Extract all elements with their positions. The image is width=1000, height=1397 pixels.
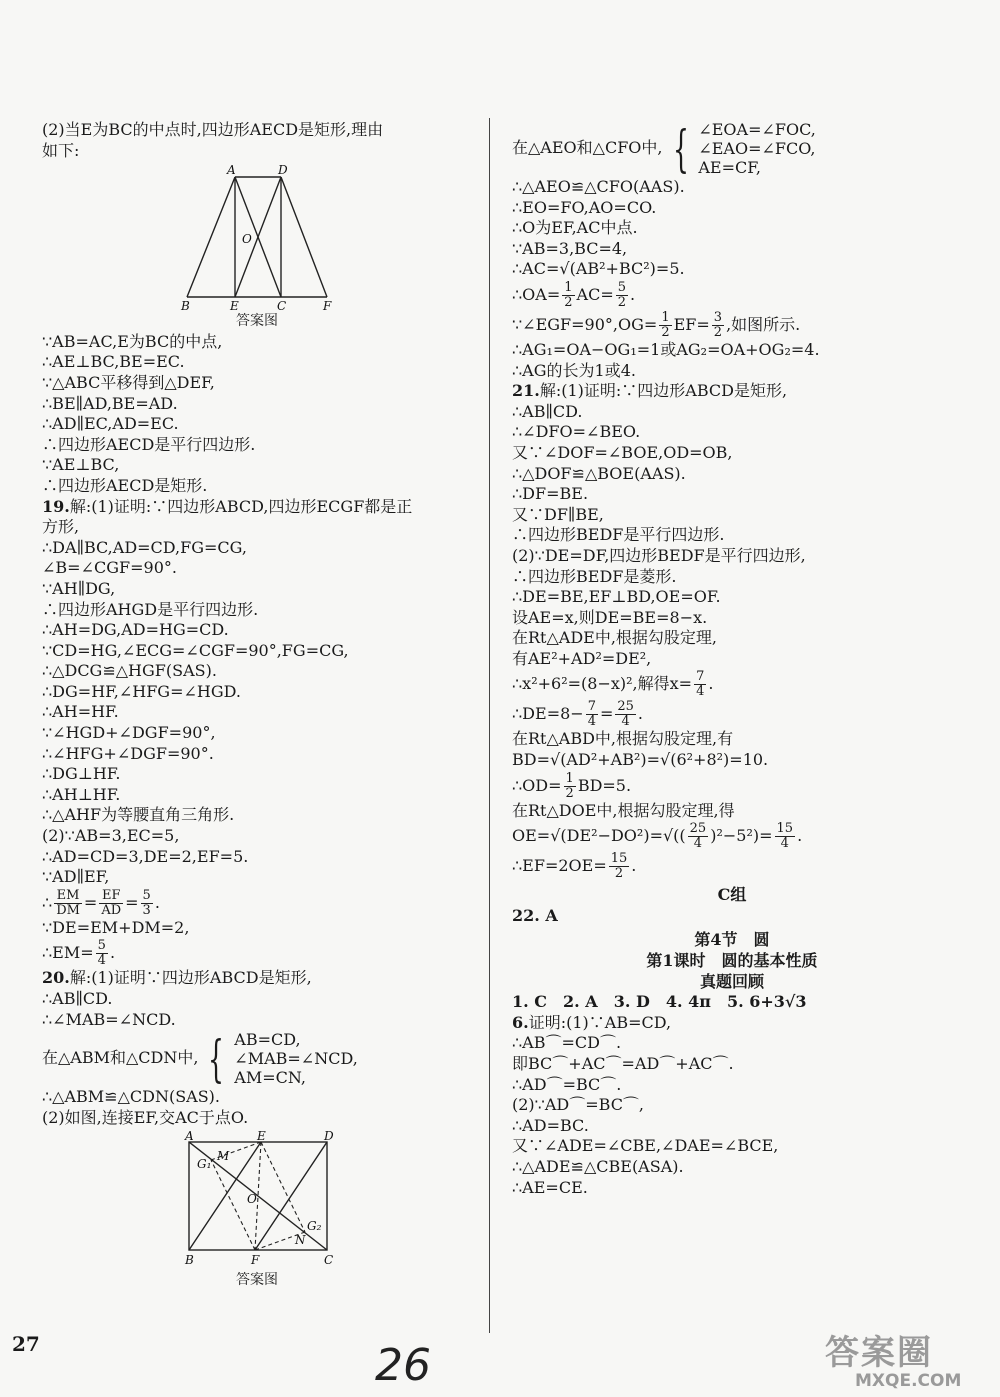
fraction: $\frac{25}{4}$ [617, 699, 634, 730]
text-line: ∴DE=BE,EF⊥BD,OE=OF. [512, 587, 721, 607]
text-line: ∴AD∥EC,AD=EC. [42, 414, 179, 434]
text-line: ∴△AHF为等腰直角三角形. [42, 805, 235, 825]
label-e: E [230, 299, 239, 312]
text-line: ∴BE∥AD,BE=AD. [42, 393, 178, 413]
label-g2: G₂ [307, 1219, 322, 1234]
trapezoid-figure [177, 163, 337, 311]
label-m: M [217, 1149, 230, 1164]
text: 解:(1)证明∵四边形ABCD是矩形, [69, 968, 312, 988]
text-line: ∴O为EF,AC中点. [512, 218, 638, 238]
text-line: ∴四边形AECD是平行四边形. [42, 434, 256, 454]
text-line: ∴AE⊥BC,BE=EC. [42, 352, 185, 372]
text-line: ∴AH=DG,AD=HG=CD. [42, 620, 229, 640]
text: 解:(1)证明:∵四边形ABCD是矩形, [539, 381, 788, 401]
text-line: ∴AE=CE. [512, 1177, 588, 1197]
fraction-line: OE=√(DE²−DO²)=√(( $\frac{25}{4}$ )²−5²)= $\frac{15}{4}$ . [512, 821, 803, 852]
text-line: ∵AH∥DG, [42, 578, 116, 598]
text-line: ∴AH⊥HF. [42, 784, 121, 804]
fraction-line: ∵∠EGF=90°,OG= $\frac{1}{2}$ EF= $\frac{3}{2}$ ,如图所示. [512, 309, 801, 340]
text-line: BD=√(AD²+AB²)=√(6²+8²)=10. [512, 750, 769, 770]
text-line: ∴AB∥CD. [42, 989, 113, 1008]
text-line: ∵∠HGD+∠DGF=90°, [42, 723, 216, 743]
label-c: C [324, 1253, 334, 1268]
fraction: $\frac{1}{2}$ [661, 309, 670, 340]
fraction: $\frac{7}{4}$ [587, 699, 596, 730]
fraction: $\frac{15}{2}$ [610, 851, 628, 882]
text-line: ∴△DOF≌△BOE(AAS). [512, 463, 686, 483]
label-o: O [242, 232, 252, 247]
fraction-line: ∴x²+6²=(8−x)²,解得x= $\frac{7}{4}$ . [512, 669, 714, 700]
text-line: ∴四边形AECD是矩形. [42, 475, 208, 495]
text-line: 又∵∠DOF=∠BOE,OD=OB, [512, 442, 733, 462]
brace: { [672, 119, 689, 178]
text-line: ∴AD=CD=3,DE=2,EF=5. [42, 846, 249, 866]
figure-caption: 答案图 [236, 1272, 278, 1289]
text-line: 在Rt△DOE中,根据勾股定理,得 [512, 800, 735, 820]
fraction-line: ∴DE=8− $\frac{7}{4}$ = $\frac{25}{4}$ . [512, 699, 644, 730]
text-line: 设AE=x,则DE=BE=8−x. [512, 607, 708, 627]
text-line: ∵DE=EM+DM=2, [42, 917, 190, 937]
text: 解:(1)证明:∵四边形ABCD,四边形ECGF都是正 [69, 496, 413, 516]
question-6 [512, 1013, 952, 1034]
text-line: ∵△ABC平移得到△DEF, [42, 372, 215, 392]
question-number: 6. [512, 1012, 529, 1032]
text-line: ∴AB⌒=CD⌒. [512, 1033, 622, 1053]
fraction-line: ∴OA= $\frac{1}{2}$ AC= $\frac{5}{2}$ . [512, 279, 636, 310]
text-line: ∴∠MAB=∠NCD. [42, 1009, 176, 1029]
equation-system: 在△ABM和△CDN中, { AB=CD, ∠MAB=∠NCD, AM=CN, [42, 1029, 358, 1088]
label-o: O [247, 1192, 257, 1207]
question-number: 19. [42, 496, 70, 516]
rectangle-figure [177, 1130, 337, 1270]
text-line: ∴DF=BE. [512, 484, 589, 504]
text-line: ∴AG的长为1或4. [512, 360, 636, 380]
text-line: ∵AB=AC,E为BC的中点, [42, 331, 223, 351]
section-heading: 第4节 圆 [694, 930, 770, 950]
fraction: $\frac{5}{4}$ [97, 938, 106, 969]
fraction: $\frac{5}{2}$ [617, 279, 627, 310]
label-f: F [323, 299, 332, 312]
fraction-line: ∴EM= $\frac{5}{4}$ . [42, 938, 116, 969]
label-b: B [185, 1253, 194, 1268]
equation-system: 在△AEO和△CFO中, { ∠EOA=∠FOC, ∠EAO=∠FCO, AE=CF, [512, 119, 816, 178]
text-line: ∴△ADE≌△CBE(ASA). [512, 1156, 684, 1176]
question-21 [512, 381, 952, 402]
question-22: 22. A [512, 905, 558, 925]
text-line: (2)如图,连接EF,交AC于点O. [42, 1107, 249, 1127]
text-line: ∴四边形BEDF是菱形. [512, 566, 677, 586]
page-number: 27 [12, 1332, 40, 1356]
label-b: B [181, 299, 190, 312]
label-a: A [227, 163, 236, 178]
column-divider [489, 118, 490, 1333]
watermark-url: MXQE.COM [855, 1371, 962, 1391]
watermark-logo [825, 1325, 990, 1395]
text-line: ∴DG=HF,∠HFG=∠HGD. [42, 681, 241, 701]
text-line: (2)∵DE=DF,四边形BEDF是平行四边形, [512, 545, 806, 565]
figure-caption: 答案图 [236, 313, 278, 330]
text-line: ∵CD=HG,∠ECG=∠CGF=90°,FG=CG, [42, 640, 349, 660]
question-number: 20. [42, 968, 70, 988]
right-column [512, 120, 952, 1198]
label-d: D [278, 163, 288, 178]
text-line: ∴△DCG≌△HGF(SAS). [42, 661, 217, 681]
label-e: E [257, 1130, 266, 1144]
text-line: ∴AD⌒=BC⌒. [512, 1074, 622, 1094]
text-line: ∠B=∠CGF=90°. [42, 558, 177, 578]
label-a: A [185, 1130, 194, 1144]
text-line: ∴四边形BEDF是平行四边形. [512, 525, 725, 545]
subsection-heading: 真题回顾 [699, 971, 764, 991]
group-heading: C组 [717, 885, 747, 905]
text-line: 方形, [42, 517, 80, 537]
fraction: $\frac{1}{2}$ [565, 770, 574, 801]
text-line: ∴DG⊥HF. [42, 764, 121, 784]
fraction: $\frac{3}{2}$ [713, 309, 723, 340]
watermark-text: 答案圈 [825, 1333, 933, 1373]
label-c: C [277, 299, 287, 312]
fraction: $\frac{15}{4}$ [776, 821, 794, 852]
text-line: ∴∠DFO=∠BEO. [512, 422, 641, 442]
question-20 [42, 968, 472, 989]
fraction-line: ∴ $\frac{EM}{DM}$ = $\frac{EF}{AD}$ = $\frac{5}{3}$ . [42, 887, 160, 918]
fraction-line: ∴OD= $\frac{1}{2}$ BD=5. [512, 770, 632, 801]
text-line: 又∵DF∥BE, [512, 504, 604, 524]
text-line: (2)∵AD⌒=BC⌒, [512, 1095, 645, 1115]
handwritten-number: 26 [375, 1340, 431, 1391]
text-line: ∴∠HFG+∠DGF=90°. [42, 743, 214, 763]
text-line: ∵AD∥EF, [42, 867, 110, 887]
text-line: ∴△AEO≌△CFO(AAS). [512, 177, 685, 196]
label-d: D [324, 1130, 334, 1144]
text-line: ∴AD=BC. [512, 1115, 589, 1135]
text-line: (2)当E为BC的中点时,四边形AECD是矩形,理由 [42, 120, 384, 139]
label-n: N [295, 1233, 306, 1248]
text-line: 如下: [42, 140, 80, 160]
text-line: 即BC⌒+AC⌒=AD⌒+AC⌒. [512, 1054, 734, 1073]
text-line: ∵AE⊥BC, [42, 455, 120, 475]
text-line: ∴AB∥CD. [512, 401, 583, 421]
text: 证明:(1)∵AB=CD, [528, 1012, 672, 1032]
text-line: 在Rt△ABD中,根据勾股定理,有 [512, 729, 734, 749]
text-line: 又∵∠ADE=∠CBE,∠DAE=∠BCE, [512, 1136, 779, 1156]
fraction: $\frac{1}{2}$ [564, 279, 573, 310]
label-f: F [251, 1253, 260, 1268]
text-line: ∴AC=√(AB²+BC²)=5. [512, 259, 685, 279]
fraction: $\frac{EF}{AD}$ [101, 887, 122, 918]
label-g1: G₁ [197, 1157, 212, 1172]
text-line: (2)∵AB=3,EC=5, [42, 826, 180, 846]
text-line: ∴AG₁=OA−OG₁=1或AG₂=OA+OG₂=4. [512, 339, 820, 359]
fraction-line: ∴EF=2OE= $\frac{15}{2}$ . [512, 851, 637, 882]
text-line: ∵AB=3,BC=4, [512, 238, 628, 258]
question-number: 21. [512, 381, 540, 401]
answer-list: 1. C 2. A 3. D 4. 4π 5. 6+3√3 [512, 992, 807, 1012]
text-line: 在Rt△ADE中,根据勾股定理, [512, 628, 718, 648]
fraction: $\frac{EM}{DM}$ [56, 887, 80, 918]
text-line: ∴DA∥BC,AD=CD,FG=CG, [42, 537, 247, 557]
text-line: ∴△ABM≌△CDN(SAS). [42, 1087, 221, 1107]
fraction: $\frac{7}{4}$ [696, 669, 705, 700]
lesson-heading: 第1课时 圆的基本性质 [646, 951, 818, 971]
text-line: ∴EO=FO,AO=CO. [512, 197, 657, 217]
fraction: $\frac{5}{3}$ [142, 887, 151, 918]
text-line: ∴四边形AHGD是平行四边形. [42, 599, 259, 619]
text-line: 有AE²+AD²=DE², [512, 648, 652, 668]
fraction: $\frac{25}{4}$ [689, 821, 707, 852]
brace: { [208, 1029, 225, 1088]
left-column [42, 120, 472, 1291]
question-19 [42, 497, 472, 518]
text-line: ∴AH=HF. [42, 702, 119, 722]
